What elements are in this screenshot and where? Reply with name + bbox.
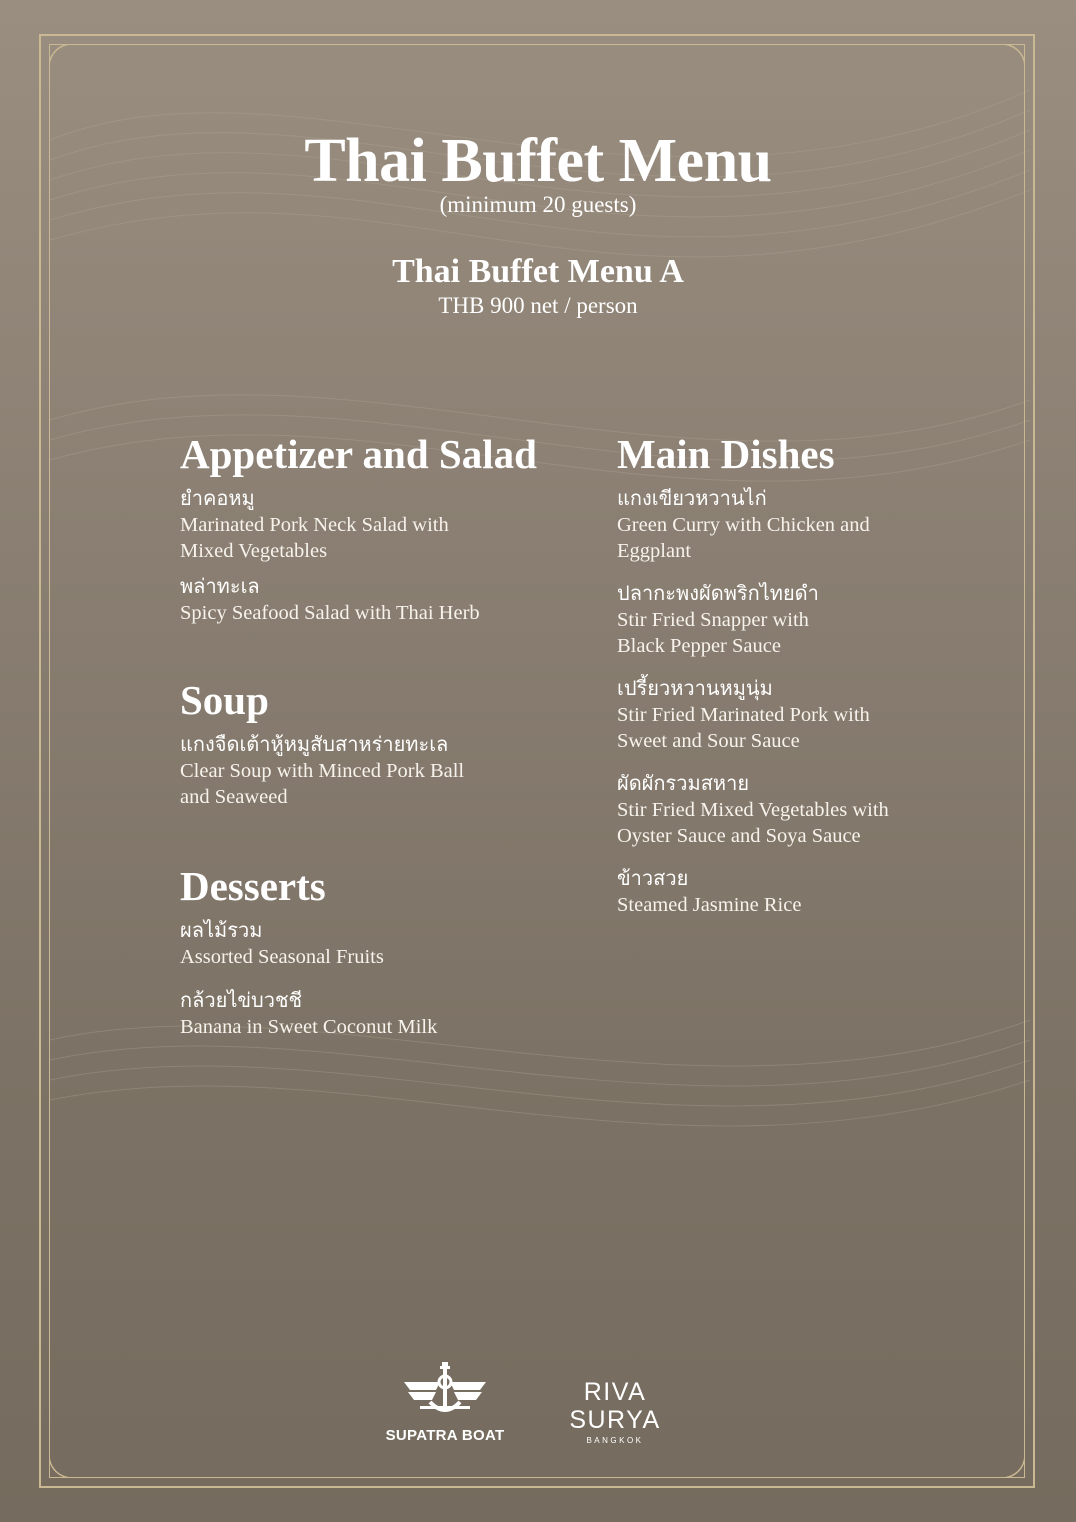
dish-thai-name: ยำคอหมู — [180, 486, 255, 510]
left-column — [180, 430, 600, 1048]
dish-thai-name: ปลากะพงผัดพริกไทยดำ — [617, 581, 819, 605]
dish-item — [180, 916, 600, 970]
section-soup — [180, 676, 600, 810]
section-appetizer — [180, 430, 600, 626]
dish-english-name: Black Pepper Sauce — [617, 635, 781, 657]
dish-english-name: Assorted Seasonal Fruits — [180, 946, 384, 968]
dish-english-name: Spicy Seafood Salad with Thai Herb — [180, 602, 480, 624]
dish-item — [617, 579, 1037, 659]
dish-english-name: Clear Soup with Minced Pork Ball — [180, 760, 465, 782]
section-title: Desserts — [180, 863, 326, 909]
dish-item — [617, 484, 1037, 564]
section-desserts — [180, 862, 600, 1040]
supatra-emblem-icon — [400, 1360, 490, 1420]
dish-english-name: Marinated Pork Neck Salad with — [180, 514, 449, 536]
section-title: Soup — [180, 677, 269, 723]
riva-surya-location: BANGKOK — [586, 1436, 644, 1445]
dish-thai-name: ผัดผักรวมสหาย — [617, 771, 750, 795]
dish-english-name: Stir Fried Snapper with — [617, 609, 809, 631]
dish-item — [617, 864, 1037, 918]
guest-minimum-note: (minimum 20 guests) — [439, 192, 637, 217]
footer-logos — [0, 1360, 1076, 1450]
corner-ornament-icon — [49, 1452, 75, 1478]
menu-header — [0, 126, 1076, 320]
dish-english-name: and Seaweed — [180, 786, 288, 808]
dish-item — [180, 484, 600, 564]
corner-ornament-icon — [999, 44, 1025, 70]
dish-item — [180, 730, 600, 810]
section-title: Appetizer and Salad — [180, 431, 537, 477]
corner-ornament-icon — [49, 44, 75, 70]
section-main-dishes — [617, 430, 1037, 918]
dish-english-name: Sweet and Sour Sauce — [617, 730, 800, 752]
dish-item — [617, 674, 1037, 754]
dish-item — [180, 986, 600, 1040]
page-title: Thai Buffet Menu — [304, 127, 772, 195]
dish-english-name: Banana in Sweet Coconut Milk — [180, 1016, 438, 1038]
dish-thai-name: แกงเขียวหวานไก่ — [617, 486, 767, 510]
dish-item — [180, 572, 600, 626]
dish-english-name: Mixed Vegetables — [180, 540, 328, 562]
riva-surya-logo — [535, 1378, 695, 1445]
dish-thai-name: ข้าวสวย — [617, 866, 689, 890]
right-column — [617, 430, 1037, 933]
dish-english-name: Eggplant — [617, 540, 692, 562]
dish-english-name: Oyster Sauce and Soya Sauce — [617, 825, 861, 847]
dish-english-name: Stir Fried Mixed Vegetables with — [617, 799, 889, 821]
menu-name: Thai Buffet Menu A — [392, 253, 684, 290]
riva-surya-label: RIVA SURYA — [569, 1378, 661, 1434]
dish-thai-name: เปรี้ยวหวานหมูนุ่ม — [617, 676, 773, 700]
dish-thai-name: พล่าทะเล — [180, 574, 260, 598]
supatra-boat-label: SUPATRA BOAT — [385, 1427, 505, 1444]
section-title: Main Dishes — [617, 431, 835, 477]
supatra-boat-logo — [380, 1360, 510, 1444]
dish-item — [617, 769, 1037, 849]
dish-thai-name: แกงจืดเต้าหู้หมูสับสาหร่ายทะเล — [180, 732, 449, 756]
dish-english-name: Stir Fried Marinated Pork with — [617, 704, 870, 726]
corner-ornament-icon — [999, 1452, 1025, 1478]
dish-english-name: Green Curry with Chicken and — [617, 514, 870, 536]
dish-thai-name: ผลไม้รวม — [180, 918, 263, 942]
dish-thai-name: กล้วยไข่บวชชี — [180, 988, 303, 1012]
menu-price: THB 900 net / person — [438, 293, 638, 318]
dish-english-name: Steamed Jasmine Rice — [617, 894, 802, 916]
